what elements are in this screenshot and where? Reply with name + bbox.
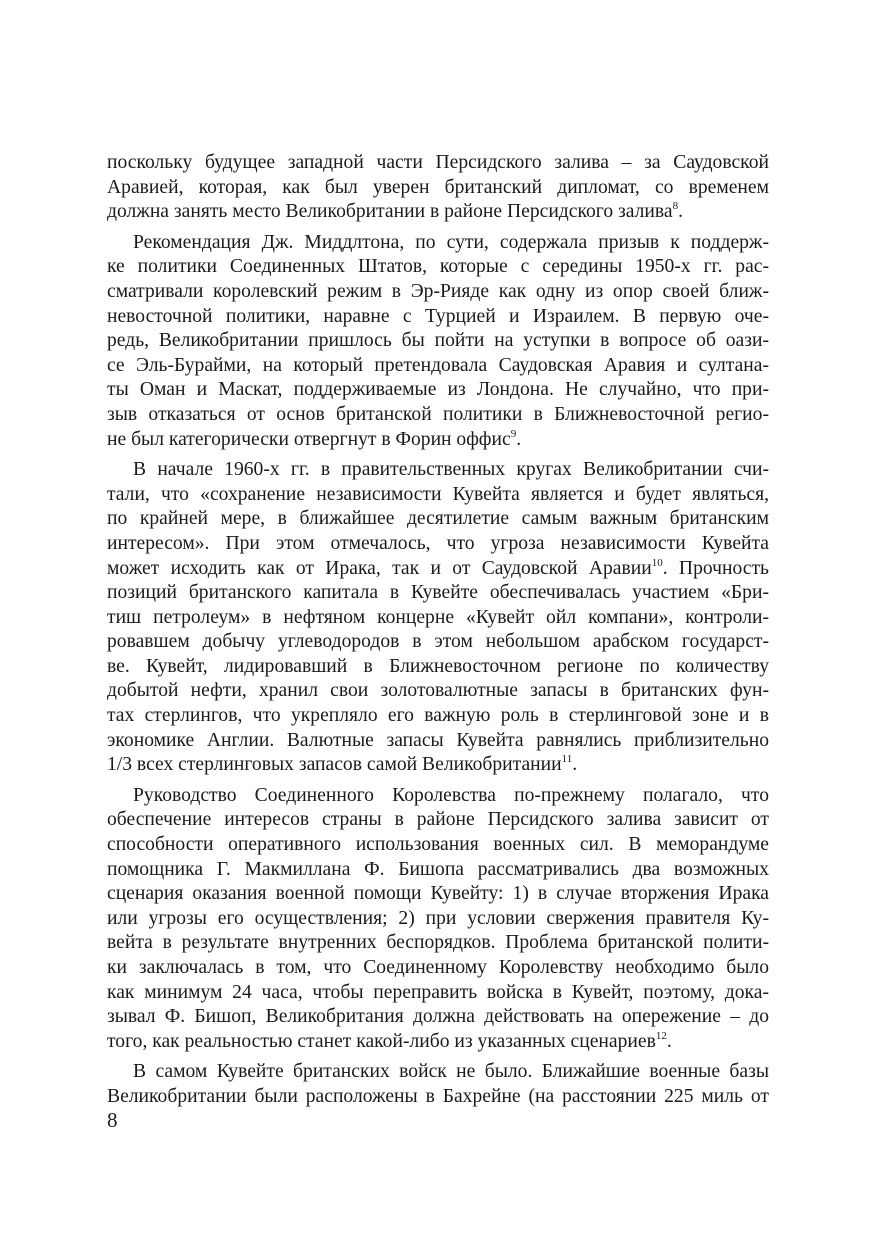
text-line: редь, Великобритании пришлось бы пойти на уступки в вопросе об оази- — [107, 330, 769, 352]
text-line: обеспечение интересов страны в районе Персидского залива зависит от — [107, 809, 769, 831]
text-line: добытой нефти, хранил свои золотовалютные запасы в британских фун- — [107, 680, 769, 702]
text-line: вейта в результате внутренних беспорядков. Проблема британской полити- — [107, 932, 769, 954]
text-line — [107, 200, 769, 225]
paragraph — [107, 1060, 769, 1109]
text-line: В самом Кувейте британских войск не было. Ближайшие военные базы — [133, 1061, 769, 1083]
line-tail: . — [678, 201, 684, 223]
text-line: как минимум 24 часа, чтобы переправить войска в Кувейт, поэтому, дока- — [107, 981, 769, 1003]
text-line: ки заключалась в том, что Соединенному Королевству необходимо было — [107, 957, 769, 978]
text-line: сматривали королевский режим в Эр-Рияде как одну из опор своей ближ- — [107, 280, 769, 302]
line-text: может исходить как от Ирака, так и от Саудовской Аравии — [107, 557, 652, 579]
body-text — [107, 151, 769, 1110]
text-line: зыв отказаться от основ британской политики в Ближневосточной регио- — [107, 403, 769, 425]
text-line: ровавшем добычу углеводородов в этом небольшом арабском государст- — [107, 631, 769, 653]
text-line: зывал Ф. Бишоп, Великобритания должна действовать на опережение – до — [107, 1006, 769, 1028]
line-text: не был категорически отвергнут в Форин оффис — [107, 428, 511, 450]
text-line: помощника Г. Макмиллана Ф. Бишопа рассматривались два возможных — [107, 858, 769, 880]
line-text: должна занять место Великобритании в районе Персидского залива — [107, 201, 673, 223]
text-line: ве. Кувейт, лидировавший в Ближневосточном регионе по количеству — [107, 655, 769, 677]
text-line — [107, 428, 769, 453]
text-line: ке политики Соединенных Штатов, которые с середины 1950-х гг. рас- — [107, 256, 769, 278]
text-line: сценария оказания военной помощи Кувейту: 1) в случае вторжения Ирака — [107, 883, 769, 905]
paragraph — [107, 151, 769, 225]
text-line: или угрозы его осуществления; 2) при условии свержения правителя Ку- — [107, 907, 769, 929]
text-line: Руководство Соединенного Королевства по-прежнему полагало, что — [133, 784, 769, 806]
text-line: Аравией, которая, как был уверен британский дипломат, со временем — [107, 176, 769, 198]
line-tail: . — [666, 1030, 672, 1052]
text-line — [107, 1030, 769, 1055]
text-line: позиций британского капитала в Кувейте обеспечивалась участием «Бри- — [107, 582, 769, 604]
footnote-reference: 12 — [655, 1029, 667, 1042]
text-line: тиш петролеум» в нефтяном концерне «Кувейт ойл компани», контроли- — [107, 606, 769, 628]
line-tail: . Прочность — [662, 557, 769, 579]
line-text: того, как реальностью станет какой-либо из указанных сценариев — [107, 1030, 656, 1052]
line-tail: . — [516, 428, 522, 450]
text-line: Великобритании были расположены в Бахрейне (на расстоянии 225 миль от — [107, 1085, 769, 1107]
text-line: тах стерлингов, что укрепляло его важную роль в стерлинговой зоне и в — [107, 705, 769, 727]
text-line: по крайней мере, в ближайшее десятилетие самым важным британским — [107, 508, 769, 530]
paragraph — [107, 784, 769, 1055]
text-line: невосточной политики, наравне с Турцией и Израилем. В первую оче- — [107, 305, 769, 327]
text-line — [107, 753, 769, 778]
text-line: экономике Англии. Валютные запасы Кувейта равнялись приблизительно — [107, 729, 769, 751]
line-tail: . — [572, 754, 578, 776]
paragraph — [107, 458, 769, 778]
footnote-reference: 10 — [651, 556, 663, 569]
text-line: Рекомендация Дж. Миддлтона, по сути, содержала призыв к поддерж- — [133, 231, 769, 253]
text-line: тали, что «сохранение независимости Кувейта является и будет являться, — [107, 483, 769, 505]
text-line — [107, 557, 769, 582]
text-line: се Эль-Бурайми, на который претендовала Саудовская Аравия и султана- — [107, 354, 769, 376]
footnote-reference: 9 — [510, 427, 517, 440]
footnote-reference: 8 — [672, 200, 679, 213]
text-line: поскольку будущее западной части Персидского залива – за Саудовской — [107, 152, 769, 173]
footnote-reference: 11 — [561, 753, 573, 766]
text-line: ты Оман и Маскат, поддерживаемые из Лондона. Не случайно, что при- — [107, 379, 769, 401]
text-line: В начале 1960-х гг. в правительственных кругах Великобритании счи- — [133, 459, 769, 481]
line-text: 1/3 всех стерлинговых запасов самой Великобритании — [107, 754, 562, 776]
paragraph — [107, 231, 769, 452]
page-number: 8 — [107, 1108, 118, 1132]
text-line: интересом». При этом отмечалось, что угроза независимости Кувейта — [107, 532, 769, 554]
text-line: способности оперативного использования военных сил. В меморандуме — [107, 834, 769, 856]
